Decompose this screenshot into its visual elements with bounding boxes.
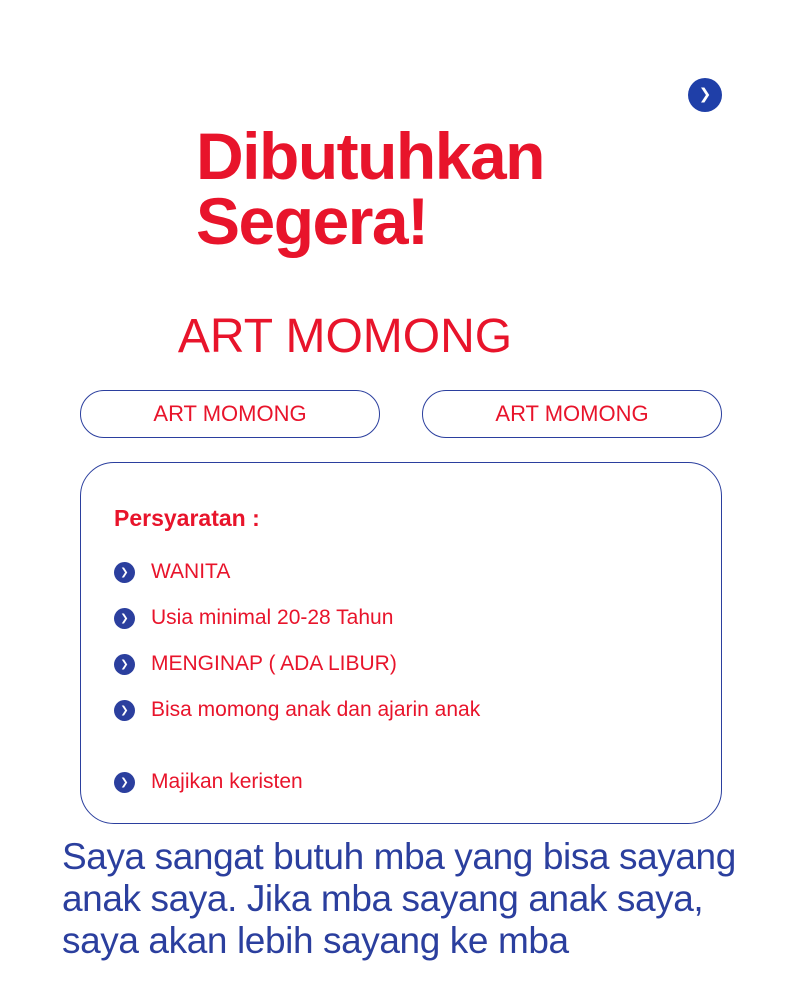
chevron-right-icon: ❯ bbox=[114, 608, 135, 629]
chevron-right-icon[interactable] bbox=[688, 78, 722, 112]
list-item-label: Usia minimal 20-28 Tahun bbox=[151, 606, 394, 630]
list-item-label: Majikan keristen bbox=[151, 770, 303, 794]
job-tag-row bbox=[80, 390, 722, 438]
requirements-title: Persyaratan : bbox=[114, 505, 260, 531]
chevron-right-icon: ❯ bbox=[114, 654, 135, 675]
chevron-right-icon: ❯ bbox=[114, 772, 135, 793]
list-item bbox=[114, 595, 694, 641]
job-title: ART MOMONG bbox=[177, 310, 513, 363]
headline-line-2: Segera! bbox=[196, 183, 428, 258]
bottom-message: Saya sangat butuh mba yang bisa sayang anak saya. Jika mba sayang anak saya, saya akan lebih sayang ke mba bbox=[62, 836, 736, 962]
list-item bbox=[114, 641, 694, 687]
list-item-label: WANITA bbox=[151, 560, 231, 584]
list-item bbox=[114, 759, 694, 805]
list-item bbox=[114, 549, 694, 595]
list-item bbox=[114, 687, 694, 733]
job-tag-chip-1[interactable]: ART MOMONG bbox=[80, 390, 380, 438]
requirements-card bbox=[80, 462, 722, 824]
chevron-right-glyph: ❯ bbox=[698, 84, 712, 103]
page-title bbox=[196, 119, 756, 258]
list-item-label: MENGINAP ( ADA LIBUR) bbox=[151, 652, 397, 676]
list-item-label: Bisa momong anak dan ajarin anak bbox=[151, 698, 481, 722]
chevron-right-icon: ❯ bbox=[114, 562, 135, 583]
job-tag-chip-2[interactable]: ART MOMONG bbox=[422, 390, 722, 438]
requirements-list bbox=[114, 549, 694, 805]
chevron-right-icon: ❯ bbox=[114, 700, 135, 721]
headline-line-1: Dibutuhkan bbox=[196, 119, 544, 193]
